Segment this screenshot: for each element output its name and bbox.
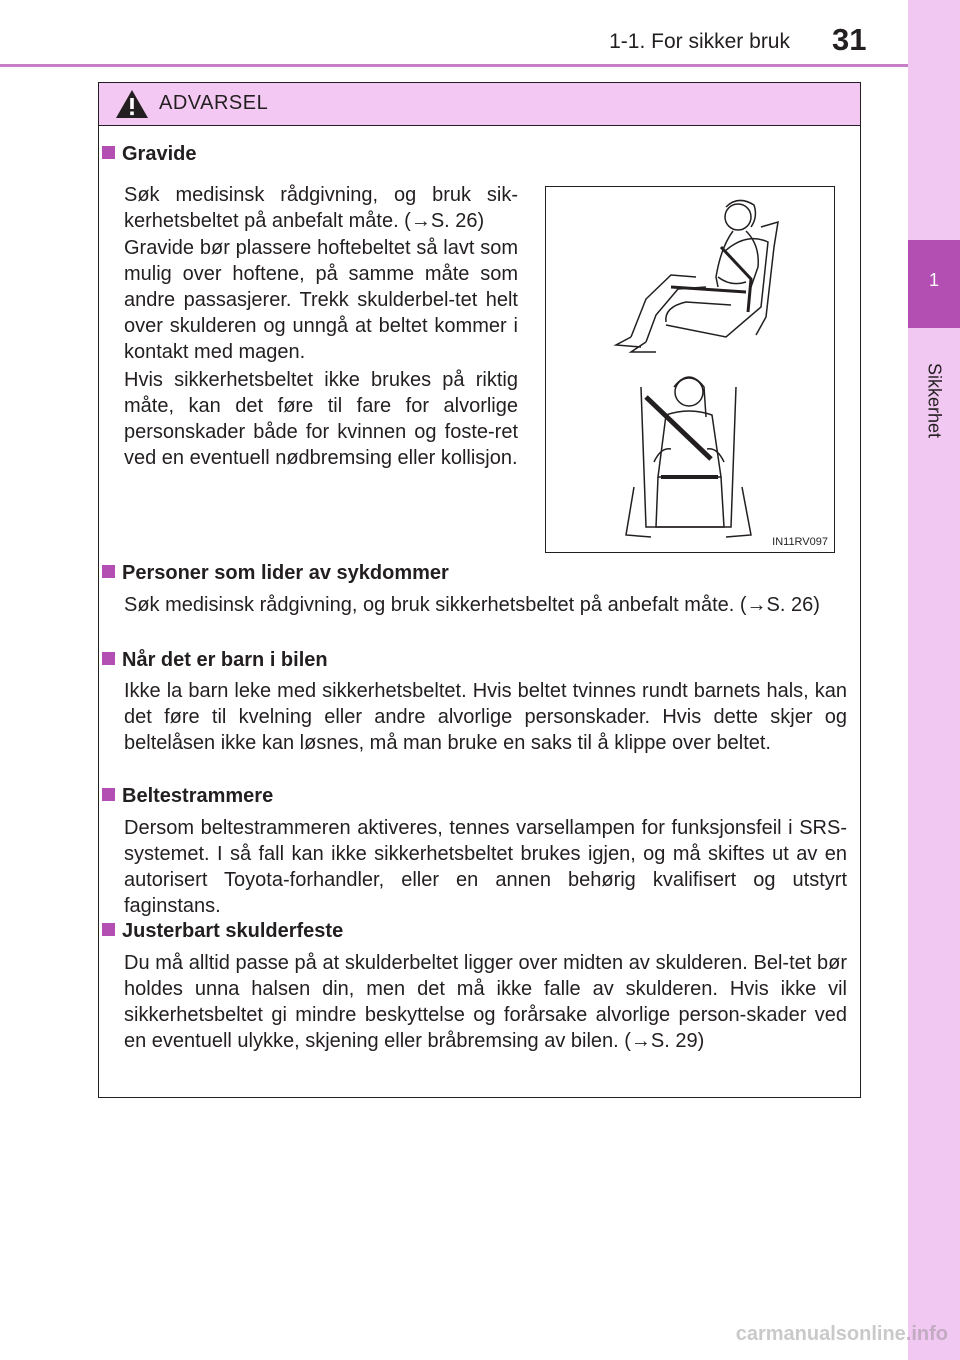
warning-header (99, 83, 860, 126)
heading-pretensioners: Beltestrammere (102, 785, 273, 808)
paragraph: Hvis sikkerhetsbeltet ikke brukes på riktig måte, kan det føre til fare for alvorlige personskader både for kvinnen og foste-ret ved en eventuell nødbremsing eller kollisjon. (124, 369, 518, 469)
heading-illness: Personer som lider av sykdommer (102, 562, 449, 585)
paragraph: Dersom beltestrammeren aktiveres, tennes varsellampen for funksjonsfeil i SRS-systemet. I så fall kan ikke sikkerhetsbeltet brukes igjen, og må skiftes ut av en autorisert Toyota-forhandler, eller en annen behørig kvalifisert og utstyrt faginstans. (124, 817, 847, 917)
seatbelt-illustration-icon (546, 187, 833, 551)
warning-triangle-icon (115, 89, 149, 119)
pregnant-woman-seatbelt-illustration (545, 186, 835, 553)
heading-children: Når det er barn i bilen (102, 649, 328, 672)
side-tab-band-lower (908, 328, 960, 1360)
page-number: 31 (832, 22, 867, 57)
chapter-number-tab[interactable]: 1 (908, 240, 960, 328)
side-tab-band (908, 0, 960, 240)
paragraph: Søk medisinsk rådgivning, og bruk sikkerhetsbeltet på anbefalt måte. (→S. 26) (124, 594, 820, 616)
paragraph: Ikke la barn leke med sikkerhetsbeltet. Hvis beltet tvinnes rundt barnets hals, kan det føre til kvelning eller andre alvorlige personskader. Hvis dette skjer og beltelåsen ikke kan løsnes, må man bruke en saks til å klippe over beltet. (124, 680, 847, 754)
paragraph: Du må alltid passe på at skulderbeltet ligger over midten av skulderen. Bel-tet bør holdes unna halsen din, men det må ikke falle av skulderen. Hvis ikke vil sikkerhetsbeltet gi mindre beskyttelse og forårsake alvorlige person-skader ved en eventuell ulykke, skjening eller bråbremsing av bilen. (→S. 29) (124, 952, 847, 1052)
figure-id: IN11RV097 (772, 536, 828, 548)
watermark: carmanualsonline.info (735, 1323, 948, 1345)
paragraph: Gravide bør plassere hoftebeltet så lavt som mulig over hoftene, på samme måte som andre passasjerer. Trekk skulderbel-tet helt over skulderen og unngå at beltet kommer i kontakt med magen. (124, 237, 518, 363)
heading-shoulder-anchor: Justerbart skulderfeste (102, 920, 343, 943)
section-title: 1-1. For sikker bruk (609, 30, 790, 53)
paragraph: Søk medisinsk rådgivning, og bruk sik-kerhetsbeltet på anbefalt måte. (→S. 26) (124, 184, 518, 232)
heading-pregnant: Gravide (102, 143, 196, 166)
warning-title: ADVARSEL (159, 92, 269, 114)
header-rule (0, 64, 908, 67)
